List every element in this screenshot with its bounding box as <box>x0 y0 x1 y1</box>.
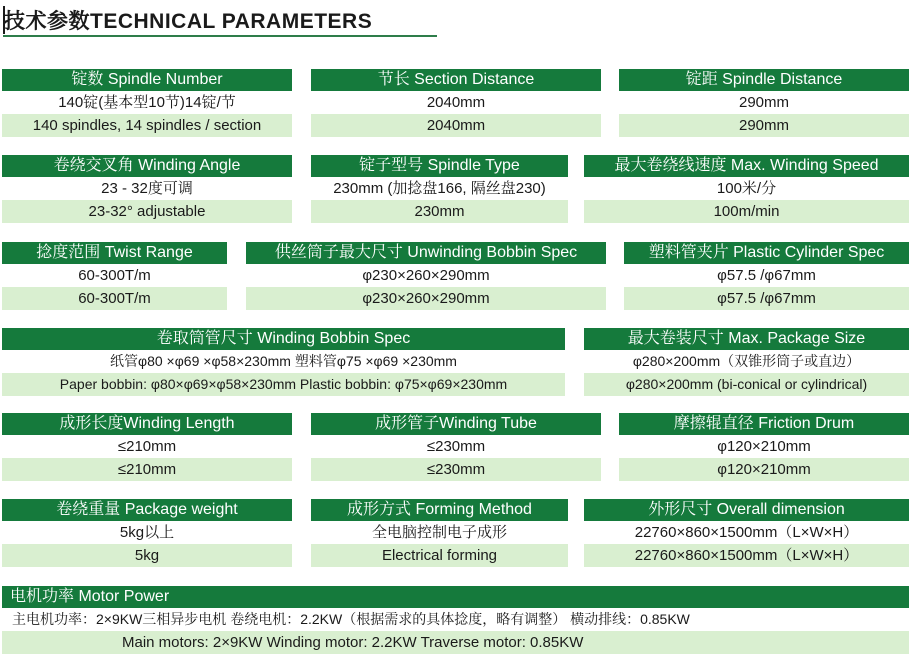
param-value-en: 60-300T/m <box>2 287 227 310</box>
param-value-cn: ≤210mm <box>2 435 292 458</box>
param-value-en: φ280×200mm (bi-conical or cylindrical) <box>584 373 909 396</box>
param-value-cn: 纸管φ80 ×φ69 ×φ58×230mm 塑料管φ75 ×φ69 ×230mm <box>2 350 565 373</box>
param-value-cn: φ280×200mm（双锥形筒子或直边） <box>584 350 909 373</box>
param-header: 锭子型号 Spindle Type <box>311 155 568 177</box>
param-header: 捻度范围 Twist Range <box>2 242 227 264</box>
param-forming-method <box>311 499 568 567</box>
param-value-cn: 60-300T/m <box>2 264 227 287</box>
param-value-en: 22760×860×1500mm（L×W×H） <box>584 544 909 567</box>
param-value-en: φ230×260×290mm <box>246 287 606 310</box>
param-header: 成形管子Winding Tube <box>311 413 601 435</box>
param-header: 卷绕重量 Package weight <box>2 499 292 521</box>
param-friction-drum <box>619 413 909 481</box>
param-header: 供丝筒子最大尺寸 Unwinding Bobbin Spec <box>246 242 606 264</box>
param-value-cn: 23 - 32度可调 <box>2 177 292 200</box>
param-value-cn: 140锭(基本型10节)14锭/节 <box>2 91 292 114</box>
param-value-en: 5kg <box>2 544 292 567</box>
param-overall-dimension <box>584 499 909 567</box>
param-value-en: φ57.5 /φ67mm <box>624 287 909 310</box>
param-value-cn: 290mm <box>619 91 909 114</box>
param-value-cn: 230mm (加捻盘166, 隔丝盘230) <box>311 177 568 200</box>
param-section-distance <box>311 69 601 137</box>
param-max-package-size <box>584 328 909 396</box>
param-winding-length <box>2 413 292 481</box>
param-value-cn: 100米/分 <box>584 177 909 200</box>
param-value-cn: φ230×260×290mm <box>246 264 606 287</box>
param-header: 电机功率 Motor Power <box>2 586 909 608</box>
param-value-en: 290mm <box>619 114 909 137</box>
param-value-en: 100m/min <box>584 200 909 223</box>
param-header: 成形方式 Forming Method <box>311 499 568 521</box>
param-value-en: 140 spindles, 14 spindles / section <box>2 114 292 137</box>
param-plastic-cylinder-spec <box>624 242 909 310</box>
param-value-en: 23-32° adjustable <box>2 200 292 223</box>
param-value-cn: 全电脑控制电子成形 <box>311 521 568 544</box>
param-spindle-type <box>311 155 568 223</box>
param-header: 最大卷绕线速度 Max. Winding Speed <box>584 155 909 177</box>
param-header: 锭距 Spindle Distance <box>619 69 909 91</box>
param-value-en: Main motors: 2×9KW Winding motor: 2.2KW Traverse motor: 0.85KW <box>2 631 909 654</box>
param-value-cn: 主电机功率：2×9KW三相异步电机 卷绕电机：2.2KW（根据需求的具体捻度，略有调整） 横动排线：0.85KW <box>2 608 909 631</box>
param-value-en: ≤210mm <box>2 458 292 481</box>
param-motor-power <box>2 586 909 654</box>
param-header: 成形长度Winding Length <box>2 413 292 435</box>
param-header: 最大卷装尺寸 Max. Package Size <box>584 328 909 350</box>
param-value-en: 230mm <box>311 200 568 223</box>
param-value-cn: 5kg以上 <box>2 521 292 544</box>
param-header: 塑料管夹片 Plastic Cylinder Spec <box>624 242 909 264</box>
param-spindle-number <box>2 69 292 137</box>
param-value-cn: φ57.5 /φ67mm <box>624 264 909 287</box>
param-unwinding-bobbin-spec <box>246 242 606 310</box>
param-value-cn: 2040mm <box>311 91 601 114</box>
param-winding-tube <box>311 413 601 481</box>
param-value-en: Paper bobbin: φ80×φ69×φ58×230mm Plastic bobbin: φ75×φ69×230mm <box>2 373 565 396</box>
param-value-en: ≤230mm <box>311 458 601 481</box>
param-winding-bobbin-spec <box>2 328 565 396</box>
title-underline <box>3 35 437 37</box>
param-package-weight <box>2 499 292 567</box>
param-header: 节长 Section Distance <box>311 69 601 91</box>
param-value-en: φ120×210mm <box>619 458 909 481</box>
param-spindle-distance <box>619 69 909 137</box>
param-value-cn: 22760×860×1500mm（L×W×H） <box>584 521 909 544</box>
param-value-en: Electrical forming <box>311 544 568 567</box>
param-header: 卷绕交叉角 Winding Angle <box>2 155 292 177</box>
param-max-winding-speed <box>584 155 909 223</box>
page-title: 技术参数TECHNICAL PARAMETERS <box>4 10 373 33</box>
param-header: 锭数 Spindle Number <box>2 69 292 91</box>
param-header: 卷取筒管尺寸 Winding Bobbin Spec <box>2 328 565 350</box>
param-value-cn: ≤230mm <box>311 435 601 458</box>
param-value-cn: φ120×210mm <box>619 435 909 458</box>
param-winding-angle <box>2 155 292 223</box>
param-value-en: 2040mm <box>311 114 601 137</box>
param-header: 摩擦辊直径 Friction Drum <box>619 413 909 435</box>
param-twist-range <box>2 242 227 310</box>
param-header: 外形尺寸 Overall dimension <box>584 499 909 521</box>
